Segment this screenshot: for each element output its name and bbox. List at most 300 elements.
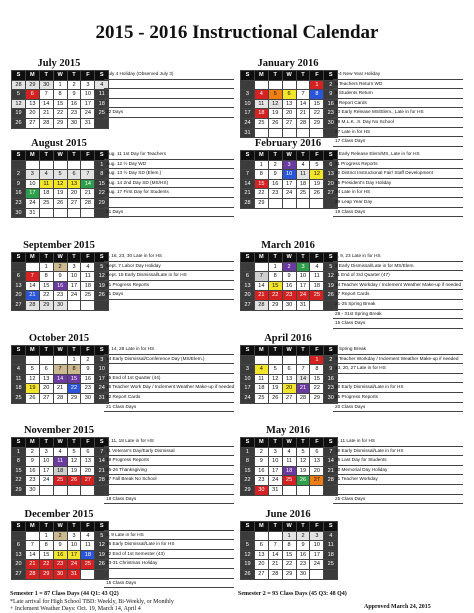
day-cell xyxy=(53,485,67,495)
day-header: W xyxy=(53,346,67,356)
day-header: T xyxy=(39,346,53,356)
month-note xyxy=(333,485,463,495)
day-cell: 1 xyxy=(241,447,255,457)
day-cell: 30 xyxy=(53,569,67,579)
month-note: 15 Class Days xyxy=(104,579,234,589)
day-cell: 12 xyxy=(241,550,255,560)
month-note: 31 Teacher Workday xyxy=(333,475,463,485)
month-notes xyxy=(333,70,463,147)
day-header: F xyxy=(310,522,324,532)
day-cell xyxy=(282,198,296,208)
day-cell xyxy=(81,300,95,310)
day-cell: 20 xyxy=(12,560,26,570)
month-note: 7, 14, 28 Late in for HS xyxy=(104,345,234,355)
day-cell: 20 xyxy=(254,560,268,570)
day-cell: 7 xyxy=(53,365,67,375)
day-header: M xyxy=(25,151,39,161)
month-notes xyxy=(104,345,234,412)
month-note: 2, 9, 23 Late in for HS xyxy=(333,252,463,262)
day-cell: 18 xyxy=(39,189,53,199)
day-cell: 27 xyxy=(254,569,268,579)
day-cell xyxy=(296,80,310,90)
day-cell: 16 xyxy=(25,466,39,476)
day-header: F xyxy=(310,346,324,356)
day-cell: 6 xyxy=(25,90,39,100)
day-cell: 7 xyxy=(25,541,39,551)
day-cell xyxy=(268,198,282,208)
month-table xyxy=(240,345,338,404)
day-cell: 22 xyxy=(310,109,324,119)
day-cell: 5 xyxy=(296,447,310,457)
day-cell: 14 xyxy=(53,374,67,384)
day-header: W xyxy=(53,151,67,161)
day-cell: 30 xyxy=(324,118,338,128)
day-header: T xyxy=(268,71,282,81)
day-cell xyxy=(282,128,296,138)
day-cell: 18 xyxy=(310,281,324,291)
day-header: T xyxy=(67,253,81,263)
day-cell: 24 xyxy=(310,560,324,570)
day-cell xyxy=(296,198,310,208)
day-cell xyxy=(25,355,39,365)
day-cell: 29 xyxy=(39,300,53,310)
day-cell: 26 xyxy=(241,569,255,579)
month-note: 21 Progress Reports xyxy=(104,281,234,291)
day-cell xyxy=(282,80,296,90)
day-cell: 1 xyxy=(39,531,53,541)
day-cell: 30 xyxy=(324,393,338,403)
day-cell: 13 xyxy=(81,457,95,467)
month-note: 13, 20, 27 Late in for HS xyxy=(333,364,463,374)
month-note: 19 Class Days xyxy=(333,208,463,218)
day-cell: 31 xyxy=(296,300,310,310)
day-cell: 12 xyxy=(53,179,67,189)
month-name: September 2015 xyxy=(23,240,95,251)
day-cell: 6 xyxy=(12,272,26,282)
month-note: 8 Report Cards xyxy=(333,99,463,109)
day-cell: 14 xyxy=(25,550,39,560)
day-cell: 10 xyxy=(95,365,109,375)
day-cell: 5 xyxy=(12,90,26,100)
day-cell: 8 xyxy=(53,90,67,100)
day-cell xyxy=(241,262,255,272)
day-cell: 25 xyxy=(310,291,324,301)
day-cell xyxy=(67,485,81,495)
day-header: T xyxy=(268,346,282,356)
day-cell: 4 xyxy=(254,365,268,375)
month-block xyxy=(10,58,235,134)
day-cell: 11 xyxy=(254,374,268,384)
day-cell: 18 xyxy=(12,384,26,394)
month-block xyxy=(239,138,464,214)
day-cell: 26 xyxy=(95,560,109,570)
month-notes xyxy=(333,150,463,217)
day-cell: 23 xyxy=(53,291,67,301)
day-cell: 1 xyxy=(268,262,282,272)
month-notes xyxy=(333,252,463,329)
day-cell xyxy=(39,160,53,170)
day-cell xyxy=(268,80,282,90)
month-note: Aug. 14 2nd Day SD (MS/HS) xyxy=(104,179,234,189)
day-cell: 29 xyxy=(241,485,255,495)
day-cell: 19 xyxy=(310,179,324,189)
day-cell: 19 xyxy=(25,384,39,394)
day-cell: 14 xyxy=(241,179,255,189)
day-cell: 20 xyxy=(67,189,81,199)
day-cell: 22 xyxy=(67,384,81,394)
day-cell xyxy=(81,569,95,579)
day-cell: 30 xyxy=(81,393,95,403)
day-cell: 29 xyxy=(254,198,268,208)
day-cell: 9 xyxy=(53,541,67,551)
day-cell: 22 xyxy=(310,384,324,394)
day-cell xyxy=(25,531,39,541)
day-header: M xyxy=(25,346,39,356)
month-block xyxy=(10,425,235,501)
day-cell: 9 xyxy=(324,90,338,100)
day-header: S xyxy=(12,522,26,532)
day-cell: 3 xyxy=(296,262,310,272)
day-cell: 2 xyxy=(81,355,95,365)
day-cell: 21 xyxy=(25,560,39,570)
day-header: W xyxy=(282,151,296,161)
day-cell: 25 xyxy=(324,560,338,570)
day-cell: 16 xyxy=(296,550,310,560)
day-cell xyxy=(282,355,296,365)
day-cell: 26 xyxy=(324,291,338,301)
day-cell: 1 xyxy=(95,160,109,170)
day-cell xyxy=(254,355,268,365)
day-cell: 14 xyxy=(268,550,282,560)
day-cell: 30 xyxy=(53,300,67,310)
day-cell: 18 xyxy=(53,466,67,476)
month-note xyxy=(104,80,234,90)
month-note xyxy=(104,198,234,208)
day-cell: 17 xyxy=(296,281,310,291)
day-cell: 9 xyxy=(25,457,39,467)
day-cell: 17 xyxy=(241,384,255,394)
month-notes xyxy=(104,70,234,118)
day-cell: 11 xyxy=(81,272,95,282)
month-notes xyxy=(104,150,234,217)
day-cell: 21 xyxy=(53,384,67,394)
day-cell: 22 xyxy=(53,109,67,119)
day-cell: 23 xyxy=(324,109,338,119)
day-cell: 20 xyxy=(12,291,26,301)
day-cell xyxy=(268,128,282,138)
day-cell xyxy=(324,569,338,579)
day-cell xyxy=(296,485,310,495)
month-note: July 4 Holiday (Observed July 3) xyxy=(104,70,234,80)
month-name: May 2016 xyxy=(265,425,311,436)
day-cell: 29 xyxy=(53,118,67,128)
day-cell: 10 xyxy=(67,272,81,282)
day-header: M xyxy=(254,71,268,81)
month-table xyxy=(240,252,338,311)
day-cell: 27 xyxy=(12,300,26,310)
day-cell: 22 xyxy=(95,189,109,199)
day-cell: 15 xyxy=(39,281,53,291)
day-cell xyxy=(296,128,310,138)
day-cell: 13 xyxy=(12,281,26,291)
day-cell xyxy=(12,531,26,541)
day-cell: 29 xyxy=(95,198,109,208)
month-note: 16 Teacher Work Day / Inclement Weather Make-up if needed xyxy=(104,383,234,393)
day-cell: 2 xyxy=(324,355,338,365)
month-note: 21-25 Spring Break xyxy=(333,300,463,310)
month-note: 17 Report Cards xyxy=(333,290,463,300)
month-note: 22 Report Cards xyxy=(104,393,234,403)
day-cell: 20 xyxy=(81,466,95,476)
day-cell: 10 xyxy=(310,541,324,551)
day-cell: 21 xyxy=(324,466,338,476)
month-note xyxy=(104,521,234,531)
month-note: 5 Students Return xyxy=(333,89,463,99)
day-header: T xyxy=(296,253,310,263)
day-header: T xyxy=(268,522,282,532)
day-cell xyxy=(95,300,109,310)
day-cell: 2 xyxy=(53,531,67,541)
day-cell: 9 xyxy=(12,179,26,189)
day-cell: 17 xyxy=(268,466,282,476)
day-header: M xyxy=(254,522,268,532)
day-cell: 19 xyxy=(95,281,109,291)
day-cell: 13 xyxy=(241,281,255,291)
day-cell: 12 xyxy=(95,541,109,551)
day-header: T xyxy=(268,438,282,448)
day-cell: 6 xyxy=(324,160,338,170)
day-cell: 12 xyxy=(324,272,338,282)
day-cell: 15 xyxy=(310,374,324,384)
day-cell: 30 xyxy=(282,300,296,310)
semester2-summary: Semester 2 = 93 Class Days (45 Q3: 48 Q4) xyxy=(238,591,347,597)
day-cell: 5 xyxy=(268,90,282,100)
day-cell: 18 xyxy=(324,550,338,560)
month-block xyxy=(239,509,464,585)
day-cell: 25 xyxy=(81,560,95,570)
month-note: 13 Early Release MS/Elem., Late in for HS xyxy=(333,108,463,118)
month-table xyxy=(240,70,338,138)
day-cell xyxy=(282,485,296,495)
day-cell: 8 xyxy=(282,541,296,551)
day-header: S xyxy=(12,346,26,356)
month-table xyxy=(11,345,109,404)
day-cell: 7 xyxy=(81,170,95,180)
day-cell xyxy=(268,355,282,365)
month-note: 15 Class Days xyxy=(333,319,463,329)
day-cell: 16 xyxy=(81,374,95,384)
month-note: 2 Early Dismissal/Late in for MS/Elem. xyxy=(333,262,463,272)
day-cell: 29 xyxy=(282,569,296,579)
day-cell: 6 xyxy=(241,272,255,282)
day-header: T xyxy=(67,151,81,161)
day-header: S xyxy=(12,438,26,448)
day-header: S xyxy=(241,151,255,161)
day-cell: 26 xyxy=(25,393,39,403)
day-cell: 25 xyxy=(254,393,268,403)
day-header: M xyxy=(254,346,268,356)
month-note: 22 End of 1st Semester (43) xyxy=(104,550,234,560)
day-header: T xyxy=(67,438,81,448)
day-header: T xyxy=(67,71,81,81)
day-cell: 25 xyxy=(12,393,26,403)
day-cell: 19 xyxy=(296,466,310,476)
month-name: July 2015 xyxy=(37,58,81,69)
day-header: S xyxy=(95,151,109,161)
day-cell: 26 xyxy=(296,476,310,486)
day-cell: 6 xyxy=(12,541,26,551)
day-cell xyxy=(67,300,81,310)
day-header: M xyxy=(25,253,39,263)
day-cell: 28 xyxy=(296,393,310,403)
day-cell: 8 xyxy=(241,457,255,467)
semester1-summary: Semester 1 = 87 Class Days (44 Q1: 43 Q2) xyxy=(10,591,119,597)
day-cell: 23 xyxy=(12,198,26,208)
day-cell: 26 xyxy=(12,118,26,128)
day-header: S xyxy=(12,253,26,263)
day-cell: 12 xyxy=(95,272,109,282)
month-note xyxy=(333,374,463,384)
month-note: 30 Memorial Day Holiday xyxy=(333,466,463,476)
day-cell: 2 xyxy=(324,80,338,90)
month-name: November 2015 xyxy=(23,425,95,436)
month-note: 21 Days xyxy=(104,290,234,300)
day-cell: 2 xyxy=(254,447,268,457)
day-header: S xyxy=(241,438,255,448)
day-cell: 8 xyxy=(67,365,81,375)
day-cell: 31 xyxy=(67,569,81,579)
day-cell: 16 xyxy=(324,374,338,384)
day-cell: 31 xyxy=(81,118,95,128)
day-cell: 27 xyxy=(324,189,338,199)
day-cell xyxy=(25,262,39,272)
day-cell xyxy=(296,355,310,365)
day-cell: 17 xyxy=(241,109,255,119)
day-cell: 18 xyxy=(95,99,109,109)
month-block xyxy=(239,425,464,501)
month-note: 29 Leap Year Day xyxy=(333,198,463,208)
day-header: T xyxy=(296,151,310,161)
day-cell: 1 xyxy=(39,262,53,272)
day-cell: 14 xyxy=(81,179,95,189)
day-cell: 9 xyxy=(296,541,310,551)
day-cell: 26 xyxy=(268,118,282,128)
day-cell: 19 xyxy=(67,466,81,476)
day-cell: 7 xyxy=(296,365,310,375)
month-note: 11 End of 3rd Quarter (47) xyxy=(333,271,463,281)
month-block xyxy=(239,240,464,326)
day-cell: 10 xyxy=(282,170,296,180)
day-cell: 1 xyxy=(254,160,268,170)
day-cell: 21 xyxy=(296,109,310,119)
day-cell: 18 xyxy=(282,466,296,476)
day-cell: 7 xyxy=(324,447,338,457)
day-cell: 20 xyxy=(39,384,53,394)
month-note: 18 Early Dismissal/Late in for HS xyxy=(333,447,463,457)
day-header: W xyxy=(282,71,296,81)
day-cell: 16 xyxy=(282,281,296,291)
day-cell: 11 xyxy=(95,90,109,100)
day-cell: 15 xyxy=(53,99,67,109)
day-cell: 17 xyxy=(39,466,53,476)
day-cell: 15 xyxy=(39,550,53,560)
day-cell: 8 xyxy=(39,541,53,551)
day-cell: 9 xyxy=(324,365,338,375)
day-cell: 3 xyxy=(67,262,81,272)
day-cell: 6 xyxy=(81,447,95,457)
day-cell: 24 xyxy=(296,291,310,301)
day-cell xyxy=(25,160,39,170)
day-cell: 5 xyxy=(310,160,324,170)
day-cell: 9 xyxy=(268,170,282,180)
day-cell: 20 xyxy=(241,291,255,301)
day-cell: 30 xyxy=(39,80,53,90)
month-block xyxy=(10,240,235,316)
day-header: T xyxy=(39,253,53,263)
day-header: S xyxy=(12,71,26,81)
day-cell: 11 xyxy=(53,457,67,467)
day-cell: 31 xyxy=(268,485,282,495)
day-header: T xyxy=(67,346,81,356)
day-cell: 28 xyxy=(25,569,39,579)
day-cell: 19 xyxy=(241,560,255,570)
day-cell: 7 xyxy=(268,541,282,551)
day-cell: 29 xyxy=(12,485,26,495)
day-header: T xyxy=(268,151,282,161)
day-cell: 18 xyxy=(81,550,95,560)
day-cell: 21 xyxy=(254,291,268,301)
day-cell: 3 xyxy=(268,447,282,457)
day-cell: 2 xyxy=(25,447,39,457)
day-header: F xyxy=(310,438,324,448)
day-cell xyxy=(67,160,81,170)
day-cell: 21 xyxy=(39,109,53,119)
day-cell: 23 xyxy=(282,291,296,301)
day-cell: 14 xyxy=(296,374,310,384)
month-note: 27 Late in for HS xyxy=(333,128,463,138)
day-cell: 6 xyxy=(282,90,296,100)
day-cell: 8 xyxy=(310,365,324,375)
day-cell: 29 xyxy=(310,393,324,403)
day-cell: 10 xyxy=(67,541,81,551)
day-cell: 20 xyxy=(282,109,296,119)
day-cell: 19 xyxy=(268,384,282,394)
day-cell: 9 xyxy=(282,272,296,282)
day-cell: 27 xyxy=(282,118,296,128)
month-table xyxy=(11,521,109,580)
day-header: F xyxy=(81,151,95,161)
day-header: M xyxy=(25,438,39,448)
month-name: December 2015 xyxy=(24,509,94,520)
day-cell: 25 xyxy=(53,476,67,486)
day-header: T xyxy=(268,253,282,263)
day-cell xyxy=(53,208,67,218)
day-header: T xyxy=(67,522,81,532)
day-cell: 1 xyxy=(67,355,81,365)
day-cell xyxy=(254,80,268,90)
day-cell: 17 xyxy=(95,374,109,384)
day-cell: 28 xyxy=(25,300,39,310)
day-cell: 5 xyxy=(241,541,255,551)
day-cell: 4 xyxy=(95,80,109,90)
day-cell: 24 xyxy=(25,198,39,208)
day-cell: 24 xyxy=(241,118,255,128)
month-note xyxy=(104,364,234,374)
month-note: 17 Class Days xyxy=(333,137,463,147)
day-cell: 1 xyxy=(282,531,296,541)
day-cell: 10 xyxy=(241,99,255,109)
day-cell xyxy=(310,198,324,208)
